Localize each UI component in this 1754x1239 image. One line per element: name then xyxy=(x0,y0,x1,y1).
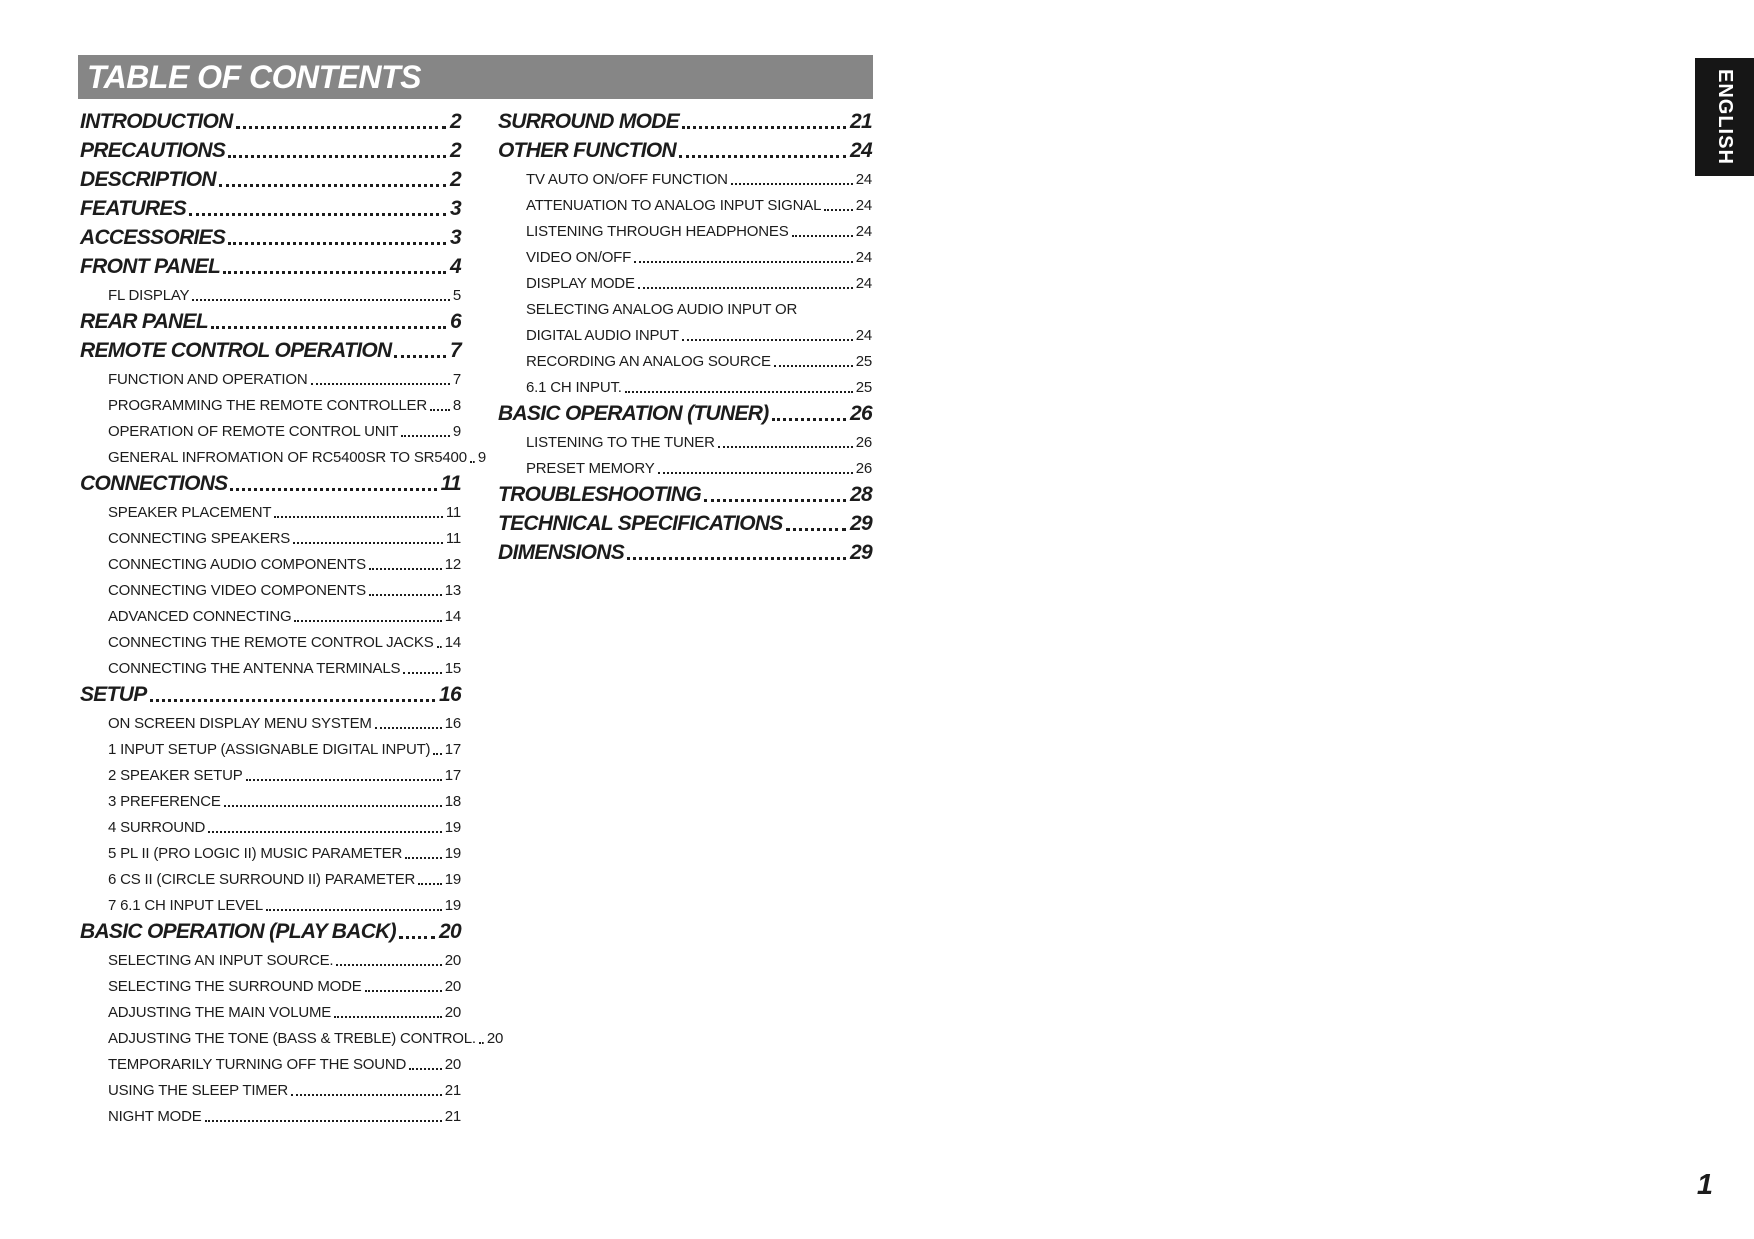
dot-leader xyxy=(236,126,446,129)
toc-entry xyxy=(80,943,461,969)
toc-entry xyxy=(498,396,872,425)
toc-entry-page: 24 xyxy=(855,171,872,189)
dot-leader xyxy=(294,620,441,622)
dot-leader xyxy=(375,727,442,729)
toc-entry xyxy=(498,477,872,506)
dot-leader xyxy=(230,488,436,491)
dot-leader xyxy=(224,805,442,807)
toc-entry xyxy=(80,625,461,651)
toc-entry-page: 17 xyxy=(444,767,461,785)
toc-entry-label: FUNCTION AND OPERATION xyxy=(108,371,308,389)
dot-leader xyxy=(150,699,436,702)
toc-entry-page: 14 xyxy=(444,634,461,652)
toc-entry-label: SELECTING AN INPUT SOURCE. xyxy=(108,952,334,970)
toc-entry-page: 29 xyxy=(850,511,872,535)
toc-entry xyxy=(80,104,461,133)
toc-entry xyxy=(498,535,872,564)
toc-entry-label: CONNECTING SPEAKERS xyxy=(108,530,291,548)
dot-leader xyxy=(208,831,442,833)
toc-entry-label: CONNECTING THE ANTENNA TERMINALS xyxy=(108,660,401,678)
toc-entry-page: 2 xyxy=(450,167,461,191)
dot-leader xyxy=(792,235,853,237)
toc-entry-label: SPEAKER PLACEMENT xyxy=(108,504,272,522)
toc-entry-label: TECHNICAL SPECIFICATIONS xyxy=(498,511,783,535)
toc-entry-label: CONNECTIONS xyxy=(80,471,228,495)
toc-entry-label: CONNECTING VIDEO COMPONENTS xyxy=(108,582,366,600)
toc-entry-label: GENERAL INFROMATION OF RC5400SR TO SR5400 xyxy=(108,449,467,467)
dot-leader xyxy=(682,126,846,129)
toc-entry xyxy=(80,466,461,495)
dot-leader xyxy=(405,857,442,859)
toc-entry-label: ADJUSTING THE TONE (BASS & TREBLE) CONTROL. xyxy=(108,1030,476,1048)
toc-entry xyxy=(80,249,461,278)
toc-entry-label: ON SCREEN DISPLAY MENU SYSTEM xyxy=(108,715,372,733)
toc-entry xyxy=(80,1021,504,1048)
toc-entry-page: 20 xyxy=(486,1030,504,1048)
dot-leader xyxy=(634,261,853,263)
dot-leader xyxy=(266,909,442,911)
toc-entry-page: 19 xyxy=(444,845,461,863)
toc-entry xyxy=(80,651,461,677)
toc-entry xyxy=(498,318,872,344)
toc-entry xyxy=(80,278,461,304)
dot-leader xyxy=(291,1094,442,1096)
dot-leader xyxy=(311,383,450,385)
dot-leader xyxy=(403,672,441,674)
toc-entry-page: 24 xyxy=(850,138,872,162)
dot-leader xyxy=(772,418,847,421)
dot-leader xyxy=(470,461,475,463)
toc-entry-label: OTHER FUNCTION xyxy=(498,138,677,162)
toc-entry-label: SURROUND MODE xyxy=(498,109,680,133)
toc-entry-page: 20 xyxy=(439,919,461,943)
toc-entry-page: 6 xyxy=(450,309,461,333)
toc-entry-label: FRONT PANEL xyxy=(80,254,221,278)
toc-entry-label: ACCESSORIES xyxy=(80,225,226,249)
toc-entry-page: 3 xyxy=(450,225,461,249)
dot-leader xyxy=(418,883,442,885)
dot-leader xyxy=(228,155,446,158)
toc-entry-label: 5 PL II (PRO LOGIC II) MUSIC PARAMETER xyxy=(108,845,403,863)
toc-entry xyxy=(80,333,461,362)
toc-entry-page: 25 xyxy=(855,353,872,371)
dot-leader xyxy=(394,355,446,358)
dot-leader xyxy=(774,365,853,367)
toc-entry xyxy=(80,362,461,388)
dot-leader xyxy=(205,1120,442,1122)
toc-entry xyxy=(80,758,461,784)
toc-entry xyxy=(80,521,461,547)
toc-entry-label: BASIC OPERATION (TUNER) xyxy=(498,401,769,425)
dot-leader xyxy=(228,242,446,245)
toc-entry xyxy=(498,188,872,214)
dot-leader xyxy=(274,516,443,518)
toc-entry-label: 2 SPEAKER SETUP xyxy=(108,767,243,785)
toc-entry xyxy=(80,495,461,521)
toc-entry-page: 21 xyxy=(444,1108,461,1126)
toc-entry-page: 19 xyxy=(444,819,461,837)
toc-entry-label: CONNECTING AUDIO COMPONENTS xyxy=(108,556,366,574)
toc-right-column xyxy=(498,104,872,564)
dot-leader xyxy=(336,964,441,966)
toc-entry-label: PROGRAMMING THE REMOTE CONTROLLER xyxy=(108,397,427,415)
toc-entry xyxy=(80,440,487,467)
toc-entry-label: LISTENING TO THE TUNER xyxy=(526,434,715,452)
dot-leader xyxy=(369,594,442,596)
toc-entry-label: ADVANCED CONNECTING xyxy=(108,608,292,626)
toc-entry-page: 19 xyxy=(444,897,461,915)
toc-entry-page: 19 xyxy=(444,871,461,889)
toc-entry-page: 3 xyxy=(450,196,461,220)
toc-entry-page: 14 xyxy=(444,608,461,626)
dot-leader xyxy=(399,936,435,939)
toc-entry-page: 24 xyxy=(855,223,872,241)
toc-entry-page: 7 xyxy=(452,371,461,389)
toc-entry xyxy=(498,370,872,396)
dot-leader xyxy=(219,184,446,187)
toc-entry-label: DESCRIPTION xyxy=(80,167,216,191)
toc-entry xyxy=(498,240,872,266)
dot-leader xyxy=(365,990,442,992)
page-number: 1 xyxy=(1696,1169,1713,1201)
toc-entry-label: SELECTING ANALOG AUDIO INPUT OR xyxy=(526,301,798,319)
dot-leader xyxy=(334,1016,442,1018)
toc-entry-page: 20 xyxy=(444,952,461,970)
dot-leader xyxy=(223,271,446,274)
toc-entry xyxy=(80,191,461,220)
toc-entry xyxy=(498,451,872,477)
language-tab xyxy=(1695,58,1754,176)
toc-entry-page: 21 xyxy=(850,109,872,133)
dot-leader xyxy=(369,568,442,570)
dot-leader xyxy=(682,339,853,341)
toc-entry xyxy=(80,888,461,914)
dot-leader xyxy=(211,326,446,329)
dot-leader xyxy=(786,528,846,531)
dot-leader xyxy=(479,1042,484,1044)
toc-entry xyxy=(498,425,872,451)
toc-entry-page: 24 xyxy=(855,197,872,215)
toc-entry xyxy=(80,706,461,732)
toc-entry-page: 24 xyxy=(855,249,872,267)
toc-entry xyxy=(498,104,872,133)
toc-entry xyxy=(498,344,872,370)
toc-entry-label: 6.1 CH INPUT. xyxy=(526,379,622,397)
toc-entry-page: 18 xyxy=(444,793,461,811)
toc-entry-page: 7 xyxy=(450,338,461,362)
dot-leader xyxy=(638,287,853,289)
dot-leader xyxy=(189,213,446,216)
toc-entry xyxy=(80,547,461,573)
toc-entry-label: PRESET MEMORY xyxy=(526,460,655,478)
dot-leader xyxy=(437,646,442,648)
toc-entry-page: 15 xyxy=(444,660,461,678)
toc-entry xyxy=(80,304,461,333)
toc-entry xyxy=(80,810,461,836)
toc-entry xyxy=(80,836,461,862)
language-tab-label: ENGLISH xyxy=(1714,69,1736,165)
toc-entry-page: 2 xyxy=(450,109,461,133)
toc-entry-label: VIDEO ON/OFF xyxy=(526,249,632,267)
dot-leader xyxy=(433,753,441,755)
toc-entry-label: SELECTING THE SURROUND MODE xyxy=(108,978,362,996)
toc-entry-label: REMOTE CONTROL OPERATION xyxy=(80,338,392,362)
toc-entry-page: 5 xyxy=(452,287,461,305)
toc-entry-page: 26 xyxy=(850,401,872,425)
toc-entry-page: 16 xyxy=(439,682,461,706)
toc-entry-page: 20 xyxy=(444,1056,461,1074)
toc-entry-label: CONNECTING THE REMOTE CONTROL JACKS xyxy=(108,634,434,652)
toc-entry xyxy=(80,1099,461,1125)
toc-entry-page: 8 xyxy=(452,397,461,415)
toc-entry xyxy=(80,388,461,414)
dot-leader xyxy=(293,542,443,544)
toc-entry xyxy=(80,914,461,943)
toc-left-column xyxy=(80,104,504,1126)
toc-entry xyxy=(80,732,461,758)
toc-entry-label: NIGHT MODE xyxy=(108,1108,202,1126)
toc-entry-page: 11 xyxy=(445,530,461,548)
dot-leader xyxy=(824,209,852,211)
toc-entry xyxy=(80,162,461,191)
toc-entry xyxy=(80,677,461,706)
toc-entry-label: OPERATION OF REMOTE CONTROL UNIT xyxy=(108,423,399,441)
toc-entry xyxy=(80,995,461,1021)
toc-entry-page: 11 xyxy=(445,504,461,522)
toc-entry-page: 20 xyxy=(444,1004,461,1022)
toc-entry xyxy=(80,969,461,995)
toc-entry-label: DIMENSIONS xyxy=(498,540,625,564)
toc-entry xyxy=(498,266,872,292)
toc-entry-page: 9 xyxy=(452,423,461,441)
toc-entry-page: 13 xyxy=(444,582,461,600)
toc-entry xyxy=(80,599,461,625)
toc-entry-page: 16 xyxy=(444,715,461,733)
toc-entry xyxy=(498,162,872,188)
toc-entry-page: 4 xyxy=(450,254,461,278)
toc-entry-label: FL DISPLAY xyxy=(108,287,190,305)
page-title: TABLE OF CONTENTS xyxy=(87,58,421,95)
dot-leader xyxy=(658,472,853,474)
toc-entry-label: ADJUSTING THE MAIN VOLUME xyxy=(108,1004,332,1022)
dot-leader xyxy=(627,557,846,560)
dot-leader xyxy=(409,1068,442,1070)
toc-entry xyxy=(498,133,872,162)
toc-entry-page: 12 xyxy=(444,556,461,574)
dot-leader xyxy=(192,299,449,301)
dot-leader xyxy=(679,155,846,158)
toc-entry-label: REAR PANEL xyxy=(80,309,208,333)
toc-entry-page: 9 xyxy=(477,449,487,467)
toc-entry-page: 26 xyxy=(855,434,872,452)
toc-entry-page: 21 xyxy=(444,1082,461,1100)
toc-entry-page: 26 xyxy=(855,460,872,478)
toc-entry xyxy=(80,1073,461,1099)
toc-entry-page: 11 xyxy=(440,471,461,495)
toc-entry-page: 20 xyxy=(444,978,461,996)
toc-entry-label: 3 PREFERENCE xyxy=(108,793,221,811)
toc-entry-page: 29 xyxy=(850,540,872,564)
toc-entry-label: USING THE SLEEP TIMER xyxy=(108,1082,289,1100)
toc-entry-label: DISPLAY MODE xyxy=(526,275,635,293)
toc-entry-label: 4 SURROUND xyxy=(108,819,206,837)
toc-entry xyxy=(80,1047,461,1073)
toc-entry-label: LISTENING THROUGH HEADPHONES xyxy=(526,223,789,241)
toc-entry-label: BASIC OPERATION (PLAY BACK) xyxy=(80,919,396,943)
toc-entry-label: TV AUTO ON/OFF FUNCTION xyxy=(526,171,728,189)
toc-entry-label: ATTENUATION TO ANALOG INPUT SIGNAL xyxy=(526,197,822,215)
toc-entry xyxy=(80,862,461,888)
toc-entry-page: 24 xyxy=(855,275,872,293)
toc-entry-label: INTRODUCTION xyxy=(80,109,233,133)
dot-leader xyxy=(401,435,450,437)
toc-entry-label: PRECAUTIONS xyxy=(80,138,226,162)
dot-leader xyxy=(731,183,853,185)
toc-entry-label: FEATURES xyxy=(80,196,187,220)
toc-entry xyxy=(498,506,872,535)
toc-entry-label: SETUP xyxy=(80,682,147,706)
toc-entry-label: RECORDING AN ANALOG SOURCE xyxy=(526,353,771,371)
toc-entry xyxy=(80,220,461,249)
dot-leader xyxy=(246,779,442,781)
title-bar xyxy=(78,55,873,99)
toc-entry-page: 24 xyxy=(855,327,872,345)
toc-entry xyxy=(498,214,872,240)
toc-entry-label: 6 CS II (CIRCLE SURROUND II) PARAMETER xyxy=(108,871,416,889)
toc-entry xyxy=(80,414,461,440)
toc-entry xyxy=(80,784,461,810)
toc-entry-label: DIGITAL AUDIO INPUT xyxy=(526,327,679,345)
dot-leader xyxy=(718,446,853,448)
toc-entry xyxy=(80,133,461,162)
dot-leader xyxy=(704,499,846,502)
dot-leader xyxy=(430,409,450,411)
toc-entry-page: 28 xyxy=(850,482,872,506)
toc-entry xyxy=(498,292,872,318)
toc-entry-label: TROUBLESHOOTING xyxy=(498,482,701,506)
toc-entry-page: 25 xyxy=(855,379,872,397)
toc-entry xyxy=(80,573,461,599)
toc-entry-label: 7 6.1 CH INPUT LEVEL xyxy=(108,897,263,915)
dot-leader xyxy=(625,391,853,393)
toc-entry-page: 2 xyxy=(450,138,461,162)
toc-entry-label: 1 INPUT SETUP (ASSIGNABLE DIGITAL INPUT) xyxy=(108,741,431,759)
toc-entry-label: TEMPORARILY TURNING OFF THE SOUND xyxy=(108,1056,407,1074)
toc-entry-page: 17 xyxy=(444,741,461,759)
